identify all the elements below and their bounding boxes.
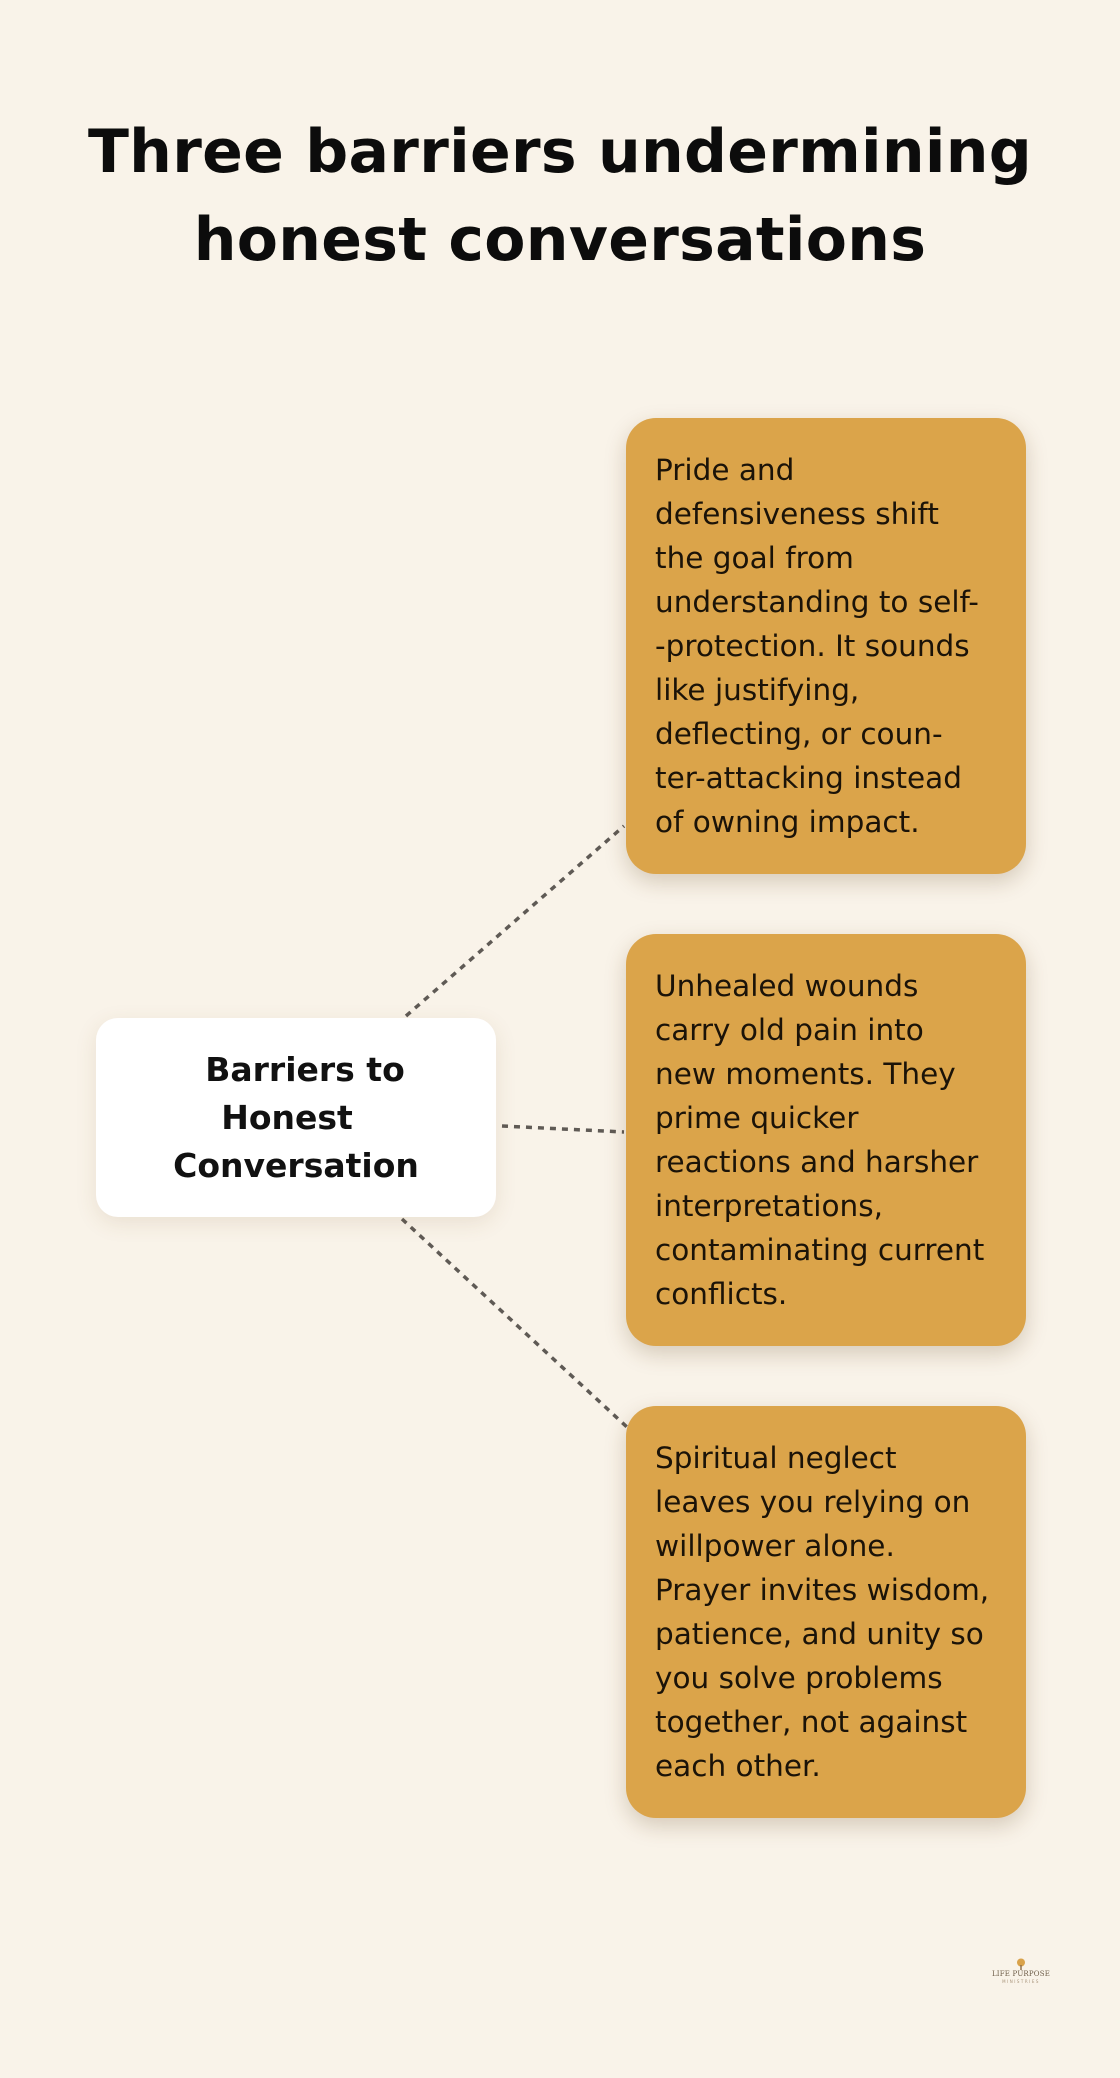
card-line: carry old pain into <box>655 1013 924 1047</box>
card-line: reactions and harsher <box>655 1145 979 1179</box>
card-line: Spiritual neglect <box>655 1441 897 1475</box>
card-line: interpretations, <box>655 1189 883 1223</box>
card-line: willpower alone. <box>655 1529 895 1563</box>
card-line: leaves you relying on <box>655 1485 971 1519</box>
card-line: contaminating current <box>655 1233 985 1267</box>
card-line: of owning impact. <box>655 805 920 839</box>
connector-to-card-3 <box>402 1219 628 1428</box>
brand-logo <box>990 1958 1052 1998</box>
barrier-card-text <box>655 448 1006 844</box>
central-node-label <box>96 1046 496 1190</box>
logo-name: LIFE PURPOSE <box>991 1970 1051 1978</box>
card-line: understanding to self- <box>655 585 979 619</box>
barrier-card-wounds <box>626 934 1026 1346</box>
title-line-2: honest conversations <box>193 205 927 275</box>
card-line: patience, and unity so <box>655 1617 984 1651</box>
card-line: the goal from <box>655 541 854 575</box>
central-node-label-line-2: Conversation <box>173 1145 419 1185</box>
card-line: each other. <box>655 1749 821 1783</box>
logo-subtitle: MINISTRIES <box>1002 1979 1040 1984</box>
card-line: defensiveness shift <box>655 497 939 531</box>
card-line: ter-attacking instead <box>655 761 962 795</box>
tree-icon <box>1014 1958 1028 1970</box>
title-line-1: Three barriers undermining <box>87 117 1033 187</box>
card-line: Unhealed wounds <box>655 969 919 1003</box>
barrier-card-text <box>655 964 1006 1316</box>
card-line: you solve problems <box>655 1661 943 1695</box>
card-line: prime quicker <box>655 1101 859 1135</box>
card-line: like justifying, <box>655 673 860 707</box>
card-line: new moments. They <box>655 1057 956 1091</box>
page-title <box>0 108 1120 284</box>
card-line: Pride and <box>655 453 795 487</box>
card-line: -protection. It sounds <box>655 629 970 663</box>
card-line: conflicts. <box>655 1277 788 1311</box>
barrier-card-pride <box>626 418 1026 874</box>
central-node <box>96 1018 496 1217</box>
barrier-card-spiritual <box>626 1406 1026 1818</box>
barrier-card-text <box>655 1436 1006 1788</box>
connector-to-card-2 <box>502 1126 624 1132</box>
card-line: together, not against <box>655 1705 968 1739</box>
central-node-label-line-1: Barriers to Honest <box>205 1049 405 1137</box>
card-line: Prayer invites wisdom, <box>655 1573 990 1607</box>
card-line: deflecting, or coun- <box>655 717 943 751</box>
connector-to-card-1 <box>406 826 624 1016</box>
